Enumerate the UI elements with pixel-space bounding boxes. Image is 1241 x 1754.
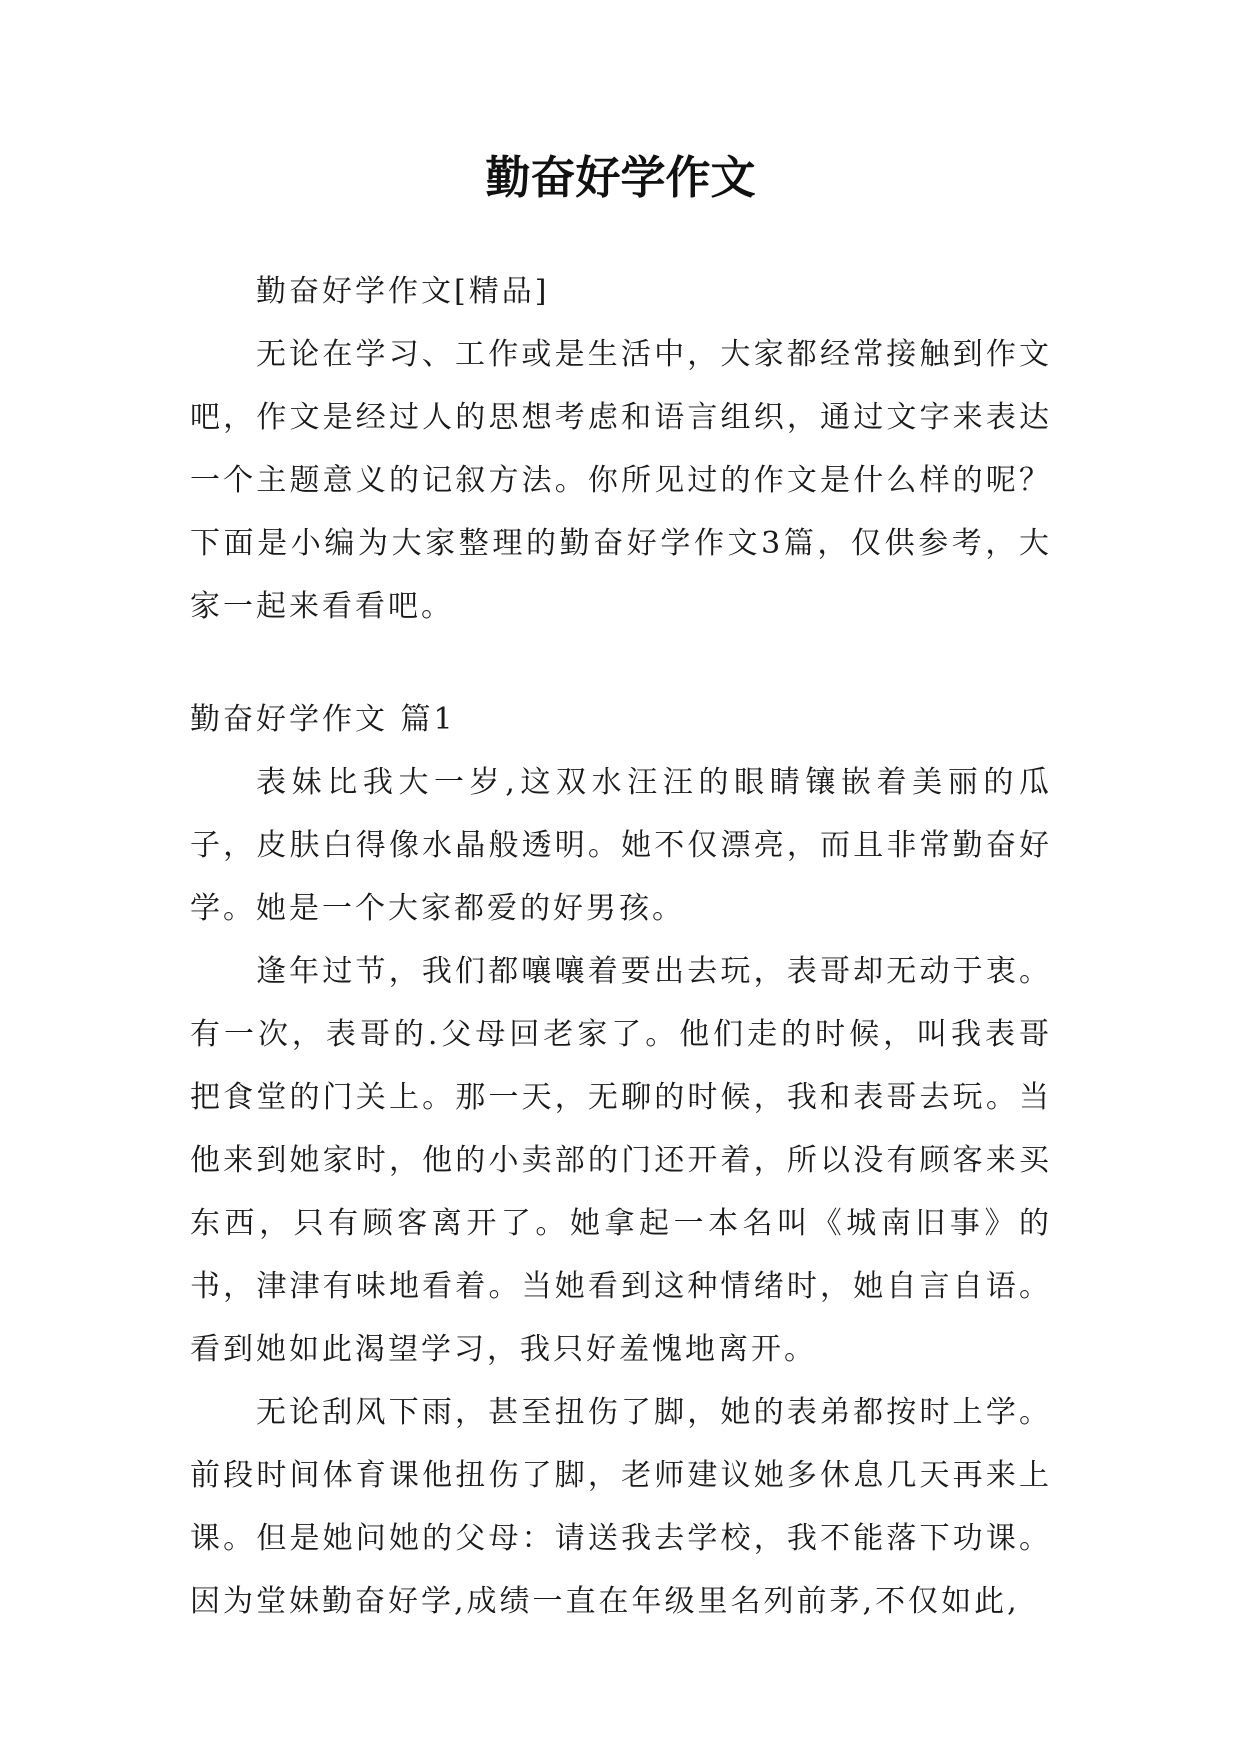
document-body [190, 260, 1052, 1633]
body-paragraph: 逢年过节，我们都嚷嚷着要出去玩，表哥却无动于衷。有一次，表哥的.父母回老家了。他们走的时候，叫我表哥把食堂的门关上。那一天，无聊的时候，我和表哥去玩。当他来到她家时，他的小卖部的门还开着，所以没有顾客来买东西，只有顾客离开了。她拿起一本名叫《城南旧事》的书，津津有味地看着。当她看到这种情绪时，她自言自语。看到她如此渴望学习，我只好羞愧地离开。 [190, 954, 1052, 1367]
section-heading: 勤奋好学作文 篇1 [190, 702, 456, 737]
document-title: 勤奋好学作文 [485, 151, 756, 204]
intro-paragraph: 无论在学习、工作或是生活中，大家都经常接触到作文吧，作文是经过人的思想考虑和语言组织，通过文字来表达一个主题意义的记叙方法。你所见过的作文是什么样的呢？下面是小编为大家整理的勤奋好学作文3篇，仅供参考，大家一起来看看吧。 [190, 337, 1052, 624]
body-paragraph: 表妹比我大一岁,这双水汪汪的眼睛镶嵌着美丽的瓜子，皮肤白得像水晶般透明。她不仅漂亮，而且非常勤奋好学。她是一个大家都爱的好男孩。 [190, 765, 1052, 926]
document-subtitle: 勤奋好学作文[精品] [256, 274, 550, 309]
body-paragraph: 无论刮风下雨，甚至扭伤了脚，她的表弟都按时上学。前段时间体育课他扭伤了脚，老师建议她多休息几天再来上课。但是她问她的父母：请送我去学校，我不能落下功课。因为堂妹勤奋好学,成绩一直在年级里名列前茅,不仅如此, [190, 1395, 1052, 1619]
section-1 [190, 688, 1052, 1633]
